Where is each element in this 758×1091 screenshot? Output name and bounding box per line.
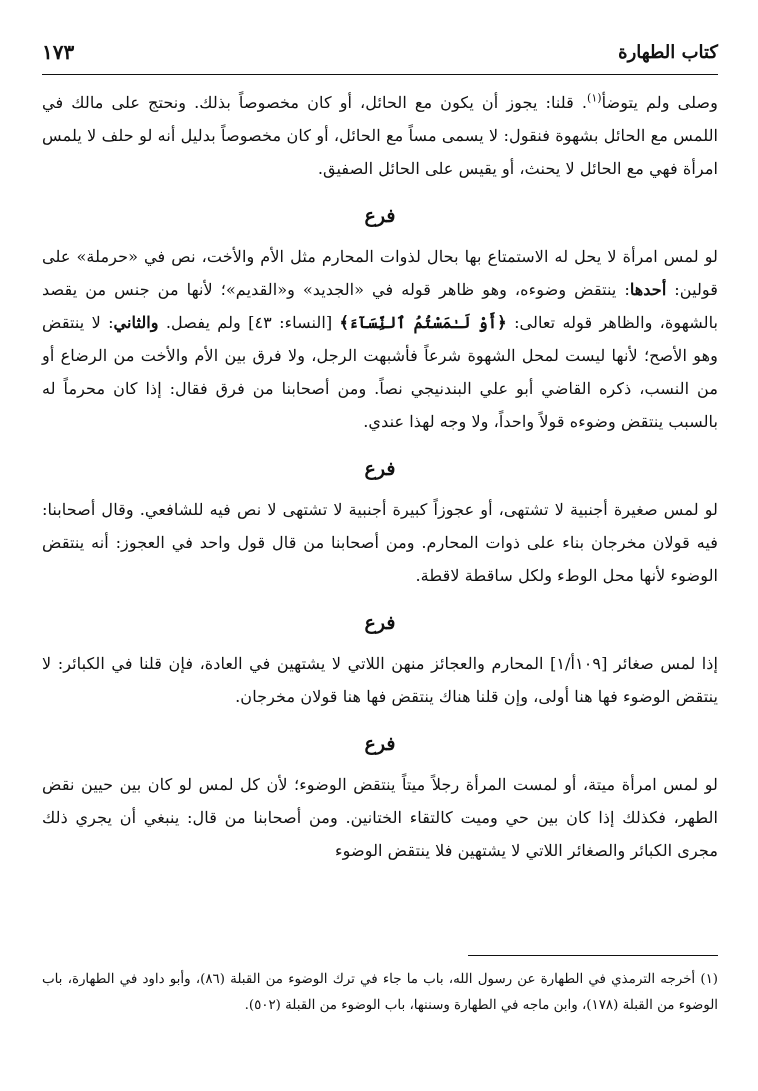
- page-number: ١٧٣: [42, 40, 75, 64]
- section-3-paragraph: إذا لمس صغائر [١٠٩أ/١] المحارم والعجائز منهن اللاتي لا يشتهين في العادة، فإن قلنا في الكبائر: لا ينتقض الوضوء فها هنا أولى، وإن قلنا هناك ينتقض فها هنا قولان مخرجان.: [42, 654, 718, 706]
- section-1-paragraph: [42, 240, 718, 438]
- footnote-divider: [468, 955, 718, 956]
- page-body: [42, 86, 718, 867]
- intro-paragraph: [42, 86, 718, 185]
- footnote-marker: (١): [700, 972, 719, 987]
- section-1-text-c: : ينتقض وضوءه، وهو ظاهر قوله في «الجديد» و«القديم»؛ لأنها من جنس من يقصد بالشهوة، والظاهر قوله تعالى:: [42, 280, 719, 332]
- footnote-item: [42, 967, 718, 1019]
- section-heading-3: فرع: [364, 612, 396, 634]
- section-heading-1: فرع: [364, 205, 396, 227]
- quran-verse: ﴿أَوْ لَـٰمَسْتُمُ ٱلنِّسَآءَ﴾: [339, 313, 507, 332]
- intro-text-rest: . قلنا: يجوز أن يكون مع الحائل، أو كان مخصوصاً بذلك. ونحتج على مالك في اللمس مع الحائل بشهوة فنقول: لا يسمى مساً مع الحائل، أو كان مخصوصاً بدليل أنه لو حلف لا يلمس امرأة فهي مع الحائل لا يحنث، أو يقيس على الحائل الصفيق.: [42, 93, 718, 178]
- second-opinion-label: والثاني: [113, 313, 159, 332]
- footnote-text: أخرجه الترمذي في الطهارة عن رسول الله، باب ما جاء في ترك الوضوء من القبلة (٨٦)، وأبو داود في الطهارة، باب الوضوء من القبلة (١٧٨)، وابن ماجه في الطهارة وسننها، باب الوضوء من القبلة (٥٠٢).: [42, 972, 718, 1013]
- first-opinion-label: أحدها: [629, 280, 667, 299]
- section-4-paragraph: لو لمس امرأة ميتة، أو لمست المرأة رجلاً ميتاً ينتقض الوضوء؛ لأن كل لمس لو كان بين حيين نقض الطهر، فكذلك إذا كان بين حي وميت كالتقاء الختانين. ومن أصحابنا من قال: ينبغي أن يجري ذلك مجرى الكبائر والصغائر اللاتي لا يشتهين فلا ينتقض الوضوء: [42, 775, 718, 860]
- section-heading-2: فرع: [364, 458, 396, 480]
- book-title: كتاب الطهارة: [618, 42, 718, 63]
- section-heading-4: فرع: [364, 733, 396, 755]
- running-head: [42, 38, 718, 75]
- section-1-text-f: : لا ينتقض وهو الأصح؛ لأنها ليست لمحل الشهوة شرعاً فأشبهت الرجل، ولا فرق بين الأم والأخت من الرضاع أو من النسب، ذكره القاضي أبو علي البندنيجي نصاً. ومن أصحابنا من فرق فقال: إذا كان محرماً له بالسبب ينتقض وضوءه قولاً واحداً، ولا وجه لهذا عندي.: [42, 313, 718, 431]
- footnotes: [42, 967, 718, 1019]
- footnote-reference: (١): [587, 91, 602, 105]
- section-1-text-d: [النساء: ٤٣] ولم يفصل.: [158, 313, 340, 332]
- section-1-text-a: لو لمس امرأة لا يحل له الاستمتاع بها بحال لذوات المحارم مثل الأم والأخت، نص في «حرملة» على قولين:: [42, 247, 718, 299]
- section-2-paragraph: لو لمس صغيرة أجنبية لا تشتهى، أو عجوزاً كبيرة أجنبية لا تشتهى لا نص فيه للشافعي. وقال أصحابنا: فيه قولان مخرجان بناء على ذوات المحارم. ومن أصحابنا من قال قول واحد في العجوز: أنه ينتقض الوضوء لأنها محل الوطء ولكل ساقطة لاقطة.: [42, 500, 718, 585]
- intro-text-start: وصلى ولم يتوضأ: [601, 93, 718, 112]
